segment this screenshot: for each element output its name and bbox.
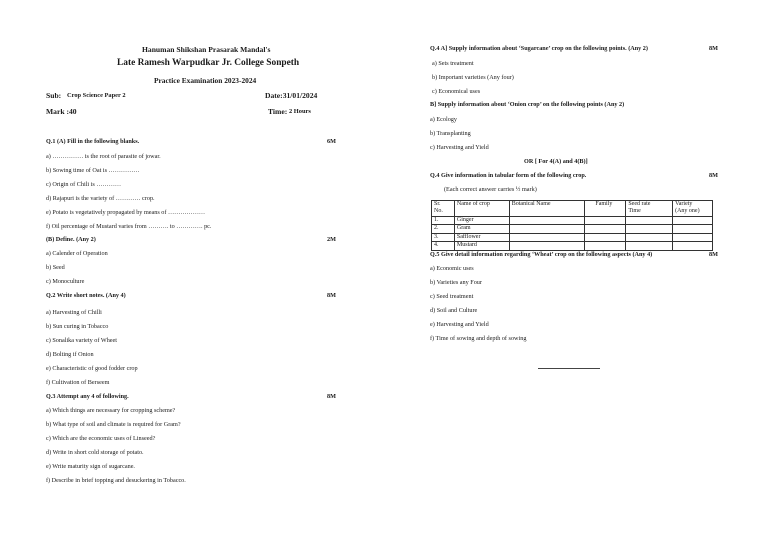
q1-item: e) Potato is vegetatively propagated by means of ……………… [46, 209, 206, 216]
q5-item: f) Time of sowing and depth of sowing [430, 335, 527, 342]
cell-empty [509, 225, 585, 233]
exam-title: Practice Examination 2023-2024 [154, 76, 257, 85]
q4-marks: 8M [709, 172, 718, 179]
cell-empty [585, 233, 626, 241]
subject-value: Crop Science Paper 2 [67, 92, 126, 99]
col-header-variety [673, 201, 713, 217]
table-row [432, 225, 713, 233]
q2-item: d) Bolting if Onion [46, 351, 94, 358]
variety-line1: Variety [675, 201, 693, 207]
cell-empty [673, 225, 713, 233]
q1b-title: (B) Define. (Any 2) [46, 236, 96, 243]
col-header-botanical: Botanical Name [509, 201, 585, 217]
q1-item: d) Rajapuri is the variety of ………… crop. [46, 195, 155, 202]
end-rule [538, 368, 600, 369]
q4b-item: c) Harvesting and Yield [430, 144, 489, 151]
sr-line2: No. [434, 208, 443, 215]
q4a-item: a) Sets treatment [432, 60, 474, 67]
q2-item: e) Characteristic of good fodder crop [46, 365, 138, 372]
q5-marks: 8M [709, 251, 718, 258]
seed-line2: Time [628, 208, 641, 215]
q1-marks: 6M [327, 138, 336, 145]
or-divider: OR [ For 4(A) and 4(B)] [524, 158, 588, 165]
q1b-item: a) Calender of Operation [46, 250, 108, 257]
q1-item: a) …………… is the root of parasite of jowar. [46, 153, 161, 160]
cell-empty [626, 217, 673, 225]
q4-note: (Each correct answer carries ½ mark) [444, 186, 537, 193]
q4a-item: c) Economical uses [432, 88, 481, 95]
q1-item: c) Origin of Chili is ………… [46, 181, 122, 188]
q5-item: d) Soil and Culture [430, 307, 478, 314]
table-row [432, 233, 713, 241]
q2-item: a) Harvesting of Chilli [46, 309, 102, 316]
col-header-family: Family [585, 201, 626, 217]
cell-crop: Mustard [454, 242, 509, 250]
cell-empty [509, 242, 585, 250]
cell-crop: Ginger [454, 217, 509, 225]
q4a-item: b) Important varieties (Any four) [432, 74, 514, 81]
cell-empty [585, 225, 626, 233]
cell-empty [626, 225, 673, 233]
cell-sr: 4. [432, 242, 455, 250]
time-value: 2 Hours [289, 108, 311, 115]
q2-item: c) Sonalika variety of Wheet [46, 337, 118, 344]
q3-title: Q.3 Attempt any 4 of following. [46, 393, 129, 400]
q3-item: e) Write maturity sign of sugarcane. [46, 463, 135, 470]
q2-item: b) Sun curing in Tobacco [46, 323, 109, 330]
col-header-name: Name of crop [454, 201, 509, 217]
q1b-marks: 2M [327, 236, 336, 243]
q2-item: f) Cultivation of Berseem [46, 379, 110, 386]
q5-item: c) Seed treatment [430, 293, 474, 300]
q5-title: Q.5 Give detail information regarding ‘Wheat’ crop on the following aspects (Any 4) [430, 251, 653, 258]
q4b-item: b) Transplanting [430, 130, 471, 137]
q4b-title: B] Supply information about ‘Onion crop’ on the following points (Any 2) [430, 101, 625, 108]
cell-empty [626, 233, 673, 241]
q3-item: c) Which are the economic uses of Linseed? [46, 435, 156, 442]
cell-empty [673, 233, 713, 241]
cell-sr: 2. [432, 225, 455, 233]
col-header-sr-no [432, 201, 455, 217]
exam-date: Date:31/01/2024 [265, 91, 318, 100]
q3-item: f) Describe in brief topping and desuckering in Tobacco. [46, 477, 186, 484]
subject-label: Sub: [46, 91, 62, 100]
cell-empty [509, 217, 585, 225]
q4-title: Q.4 Give information in tabular form of the following crop. [430, 172, 587, 179]
total-marks: Mark :40 [46, 107, 77, 116]
q1b-item: c) Monoculture [46, 278, 85, 285]
cell-empty [673, 242, 713, 250]
q5-item: e) Harvesting and Yield [430, 321, 489, 328]
college-name: Late Ramesh Warpudkar Jr. College Sonpeth [117, 58, 300, 68]
cell-sr: 3. [432, 233, 455, 241]
q5-item: a) Economic uses [430, 265, 474, 272]
q3-item: a) Which things are necessary for cropping scheme? [46, 407, 176, 414]
seed-line1: Seed rate [628, 201, 651, 207]
q1b-item: b) Seed [46, 264, 65, 271]
col-header-seed-rate [626, 201, 673, 217]
variety-line2: (Any one) [675, 208, 700, 215]
q2-marks: 8M [327, 292, 336, 299]
table-header-row [432, 201, 713, 217]
q3-item: d) Write in short cold storage of potato. [46, 449, 144, 456]
time-label: Time: [268, 107, 288, 116]
q1-item: f) Oil percentage of Mustard varies from ………. to …………. pc. [46, 223, 212, 230]
q3-item: b) What type of soil and climate is required for Gram? [46, 421, 181, 428]
q4a-title: Q.4 A] Supply information about ‘Sugarcane’ crop on the following points. (Any 2) [430, 45, 648, 52]
crop-info-table [431, 200, 713, 251]
cell-sr: 1. [432, 217, 455, 225]
q4a-marks: 8M [709, 45, 718, 52]
q3-marks: 8M [327, 393, 336, 400]
cell-empty [673, 217, 713, 225]
cell-crop: Gram [454, 225, 509, 233]
table-row [432, 242, 713, 250]
sr-line1: Sr. [434, 201, 441, 207]
cell-empty [509, 233, 585, 241]
q1-item: b) Sowing time of Oat is …………… [46, 167, 140, 174]
q2-title: Q.2 Write short notes. (Any 4) [46, 292, 126, 299]
cell-empty [585, 242, 626, 250]
q1-title: Q.1 (A) Fill in the following blanks. [46, 138, 140, 145]
cell-empty [626, 242, 673, 250]
org-name: Hanuman Shikshan Prasarak Mandal's [142, 45, 271, 54]
table-row [432, 217, 713, 225]
cell-crop: Safflower [454, 233, 509, 241]
q4b-item: a) Ecology [430, 116, 457, 123]
cell-empty [585, 217, 626, 225]
q5-item: b) Varieties any Four [430, 279, 482, 286]
